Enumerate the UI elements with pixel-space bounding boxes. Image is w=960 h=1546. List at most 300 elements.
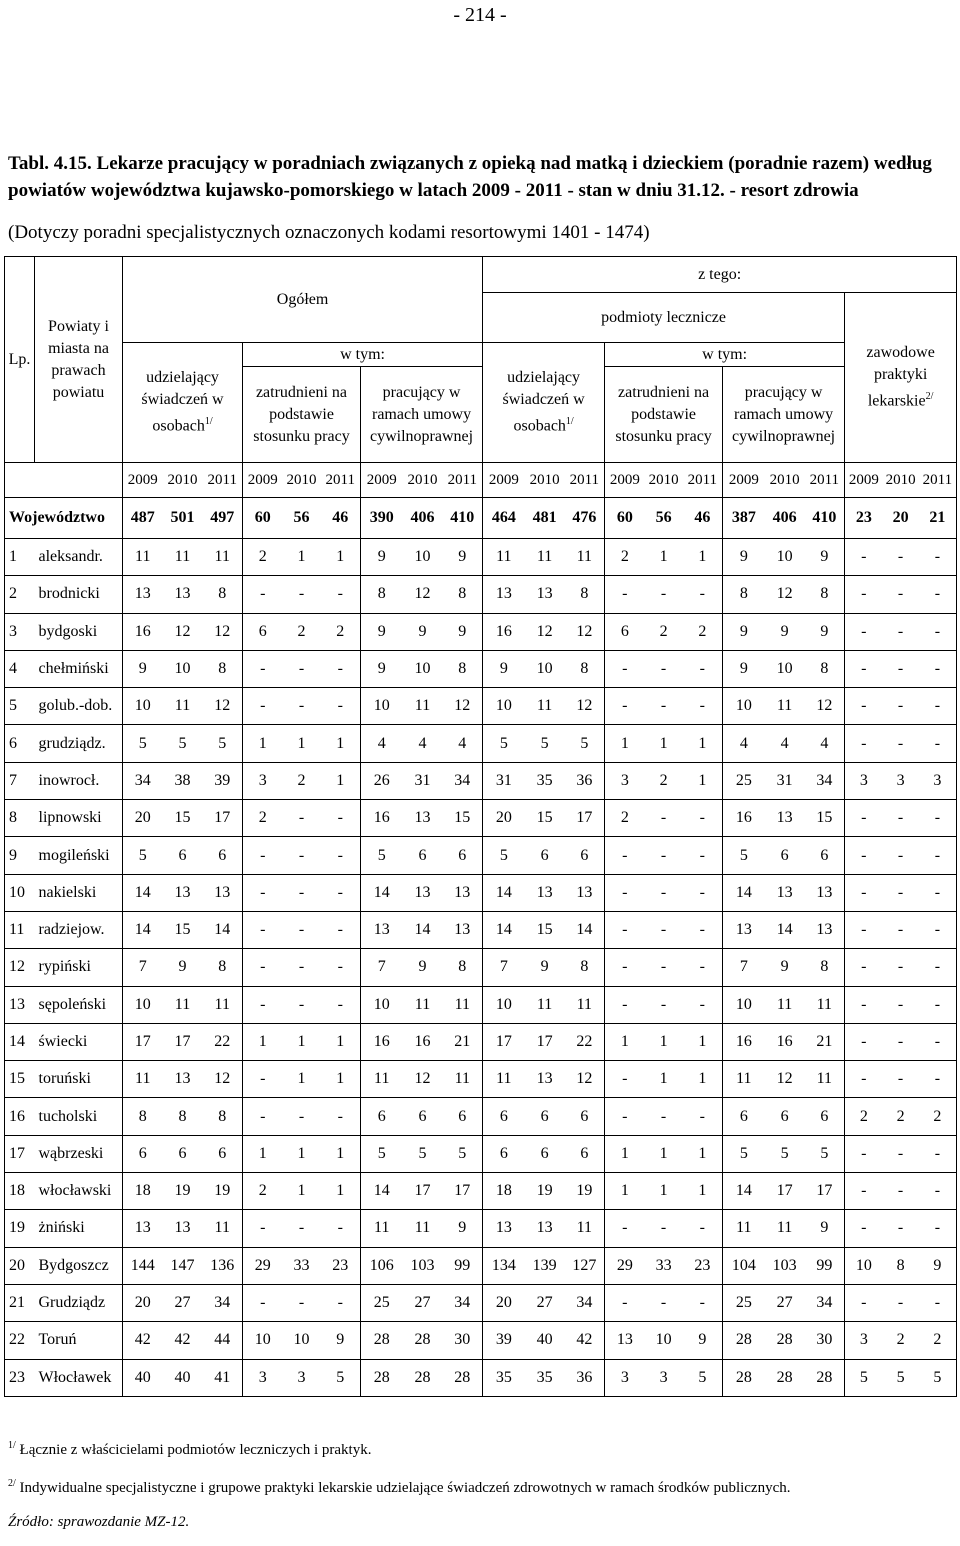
- table-cell: 12: [565, 688, 605, 725]
- footnote-1-text: Łącznie z właścicielami podmiotów leczniczych i praktyk.: [19, 1442, 372, 1458]
- table-cell: 2: [283, 613, 321, 650]
- table-cell: 9: [443, 613, 483, 650]
- table-cell: -: [645, 576, 683, 613]
- table-cell: 14: [361, 874, 403, 911]
- table-row: [5, 1061, 957, 1098]
- table-cell: 13: [163, 576, 203, 613]
- table-cell: 18: [483, 1173, 525, 1210]
- table-cell: -: [243, 874, 283, 911]
- header-zawodowe: [845, 293, 957, 463]
- table-cell: 9: [361, 613, 403, 650]
- table-cell: 23: [683, 1247, 723, 1284]
- table-cell: 34: [443, 1284, 483, 1321]
- table-cell: -: [605, 986, 645, 1023]
- table-cell: -: [283, 576, 321, 613]
- table-cell: 14: [483, 911, 525, 948]
- table-cell: 28: [765, 1322, 805, 1359]
- table-cell: 6: [605, 613, 645, 650]
- region-cell: 60: [243, 498, 283, 539]
- table-cell: 9: [765, 613, 805, 650]
- table-cell: 10: [243, 1322, 283, 1359]
- table-cell: 17: [123, 1023, 163, 1060]
- table-cell: -: [321, 650, 361, 687]
- year-header: 2009: [361, 463, 403, 498]
- table-cell: 9: [805, 613, 845, 650]
- table-cell: 27: [525, 1284, 565, 1321]
- table-cell: -: [283, 986, 321, 1023]
- table-cell: 41: [203, 1359, 243, 1396]
- year-header: 2011: [919, 463, 957, 498]
- table-cell: -: [605, 1098, 645, 1135]
- table-cell: 10: [403, 539, 443, 576]
- table-cell: 4: [403, 725, 443, 762]
- row-name: Bydgoszcz: [35, 1247, 123, 1284]
- table-cell: 13: [163, 874, 203, 911]
- table-cell: 2: [883, 1322, 919, 1359]
- table-cell: -: [919, 1023, 957, 1060]
- table-cell: 6: [805, 837, 845, 874]
- table-cell: 3: [243, 1359, 283, 1396]
- table-cell: -: [683, 1284, 723, 1321]
- header-w-tym-podmioty: w tym:: [605, 343, 845, 367]
- region-row: [5, 498, 957, 539]
- table-cell: -: [321, 986, 361, 1023]
- table-cell: 16: [403, 1023, 443, 1060]
- table-cell: 17: [765, 1173, 805, 1210]
- table-cell: 22: [203, 1023, 243, 1060]
- region-cell: 476: [565, 498, 605, 539]
- table-cell: -: [845, 800, 883, 837]
- table-cell: 1: [321, 1173, 361, 1210]
- year-row-blank: [5, 463, 123, 498]
- region-cell: 46: [321, 498, 361, 539]
- row-lp: 7: [5, 762, 35, 799]
- table-cell: -: [243, 1098, 283, 1135]
- table-cell: 11: [443, 986, 483, 1023]
- table-cell: 12: [525, 613, 565, 650]
- table-cell: 25: [361, 1284, 403, 1321]
- year-header: 2009: [605, 463, 645, 498]
- table-cell: 8: [361, 576, 403, 613]
- row-name: wąbrzeski: [35, 1135, 123, 1172]
- table-cell: 103: [403, 1247, 443, 1284]
- table-cell: -: [321, 874, 361, 911]
- table-cell: 9: [525, 949, 565, 986]
- table-cell: 15: [525, 911, 565, 948]
- table-cell: 17: [203, 800, 243, 837]
- table-cell: -: [321, 688, 361, 725]
- table-cell: 42: [565, 1322, 605, 1359]
- table-cell: 14: [765, 911, 805, 948]
- footnote-1-mark: 1/: [8, 1440, 16, 1451]
- table-cell: 33: [645, 1247, 683, 1284]
- region-cell: 56: [283, 498, 321, 539]
- table-cell: -: [883, 874, 919, 911]
- row-lp: 13: [5, 986, 35, 1023]
- table-cell: -: [683, 1210, 723, 1247]
- footnote-mark-1: 1/: [565, 416, 574, 428]
- region-cell: 46: [683, 498, 723, 539]
- table-cell: 2: [683, 613, 723, 650]
- year-header: 2011: [565, 463, 605, 498]
- table-cell: 6: [203, 837, 243, 874]
- footnote-2: [8, 1474, 791, 1498]
- table-cell: 9: [321, 1322, 361, 1359]
- table-cell: -: [919, 1210, 957, 1247]
- table-cell: 17: [403, 1173, 443, 1210]
- table-cell: 14: [203, 911, 243, 948]
- table-cell: 6: [163, 837, 203, 874]
- table-cell: 13: [723, 911, 765, 948]
- table-cell: 14: [403, 911, 443, 948]
- table-cell: 11: [361, 1061, 403, 1098]
- table-cell: -: [243, 576, 283, 613]
- header-zatrudnieni: zatrudnieni na podstawie stosunku pracy: [605, 367, 723, 463]
- row-name: brodnicki: [35, 576, 123, 613]
- table-cell: 8: [443, 576, 483, 613]
- table-cell: -: [243, 650, 283, 687]
- table-cell: 139: [525, 1247, 565, 1284]
- table-cell: 13: [483, 1210, 525, 1247]
- table-cell: 13: [525, 1210, 565, 1247]
- table-row: [5, 1023, 957, 1060]
- table-cell: 10: [163, 650, 203, 687]
- footnote-1: [8, 1436, 791, 1460]
- table-cell: 35: [525, 762, 565, 799]
- table-cell: 16: [723, 800, 765, 837]
- table-row: [5, 800, 957, 837]
- table-row: [5, 1322, 957, 1359]
- table-cell: -: [321, 1210, 361, 1247]
- table-cell: 1: [605, 1173, 645, 1210]
- table-cell: -: [845, 576, 883, 613]
- year-header: 2011: [443, 463, 483, 498]
- table-cell: 8: [203, 650, 243, 687]
- table-cell: 9: [723, 539, 765, 576]
- table-cell: 19: [203, 1173, 243, 1210]
- table-cell: 9: [361, 539, 403, 576]
- table-row: [5, 539, 957, 576]
- table-cell: -: [845, 725, 883, 762]
- region-cell: 387: [723, 498, 765, 539]
- table-cell: 22: [565, 1023, 605, 1060]
- table-cell: -: [883, 1173, 919, 1210]
- table-cell: -: [321, 911, 361, 948]
- table-cell: 11: [123, 539, 163, 576]
- table-cell: 104: [723, 1247, 765, 1284]
- table-cell: 16: [123, 613, 163, 650]
- table-cell: 12: [443, 688, 483, 725]
- table-cell: -: [283, 688, 321, 725]
- table-cell: 5: [443, 1135, 483, 1172]
- year-header: 2010: [765, 463, 805, 498]
- table-title: Tabl. 4.15. Lekarze pracujący w poradniach związanych z opieką nad matką i dzieckiem (poradnie razem) według powiatów województwa kujawsko-pomorskiego w latach 2009 - 2011 - stan w dniu 31.12. - resort zdrowia: [8, 153, 932, 201]
- table-cell: 9: [805, 1210, 845, 1247]
- table-row: [5, 837, 957, 874]
- row-name: nakielski: [35, 874, 123, 911]
- table-cell: 23: [321, 1247, 361, 1284]
- table-cell: 11: [525, 539, 565, 576]
- table-cell: 7: [483, 949, 525, 986]
- table-row: [5, 1247, 957, 1284]
- table-cell: 28: [403, 1322, 443, 1359]
- year-header: 2010: [403, 463, 443, 498]
- region-cell: 390: [361, 498, 403, 539]
- table-cell: 11: [525, 986, 565, 1023]
- year-header: 2009: [243, 463, 283, 498]
- table-cell: -: [883, 688, 919, 725]
- table-cell: -: [645, 650, 683, 687]
- table-cell: -: [645, 1098, 683, 1135]
- table-cell: 5: [683, 1359, 723, 1396]
- region-cell: 60: [605, 498, 645, 539]
- table-cell: -: [883, 837, 919, 874]
- table-cell: 35: [483, 1359, 525, 1396]
- table-cell: -: [243, 949, 283, 986]
- row-name: toruński: [35, 1061, 123, 1098]
- header-pracujacy: pracujący w ramach umowy cywilnoprawnej: [361, 367, 483, 463]
- header-lp: Lp.: [5, 257, 35, 463]
- region-cell: 21: [919, 498, 957, 539]
- table-cell: -: [683, 837, 723, 874]
- table-cell: 12: [203, 1061, 243, 1098]
- table-cell: 29: [243, 1247, 283, 1284]
- row-lp: 6: [5, 725, 35, 762]
- table-cell: 20: [483, 800, 525, 837]
- table-cell: 10: [525, 650, 565, 687]
- table-cell: 6: [361, 1098, 403, 1135]
- table-cell: 9: [765, 949, 805, 986]
- table-cell: 136: [203, 1247, 243, 1284]
- year-header: 2009: [723, 463, 765, 498]
- table-cell: 134: [483, 1247, 525, 1284]
- table-cell: -: [321, 1098, 361, 1135]
- table-cell: 9: [723, 650, 765, 687]
- table-row: [5, 613, 957, 650]
- table-cell: 13: [403, 800, 443, 837]
- row-name: włocławski: [35, 1173, 123, 1210]
- table-cell: 8: [805, 576, 845, 613]
- table-cell: 10: [123, 986, 163, 1023]
- table-cell: 9: [361, 650, 403, 687]
- table-cell: 1: [683, 1135, 723, 1172]
- table-cell: 9: [805, 539, 845, 576]
- year-header: 2011: [203, 463, 243, 498]
- footnote-mark-2: 2/: [925, 391, 934, 403]
- table-cell: 13: [805, 911, 845, 948]
- region-cell: 487: [123, 498, 163, 539]
- table-cell: 5: [525, 725, 565, 762]
- table-cell: 5: [919, 1359, 957, 1396]
- table-cell: 15: [443, 800, 483, 837]
- table-cell: 1: [645, 1173, 683, 1210]
- table-cell: 5: [483, 725, 525, 762]
- header-powiaty: Powiaty i miasta na prawach powiatu: [35, 257, 123, 463]
- table-cell: -: [845, 1284, 883, 1321]
- table-cell: -: [283, 650, 321, 687]
- table-cell: 10: [283, 1322, 321, 1359]
- year-header: 2011: [805, 463, 845, 498]
- table-cell: 34: [565, 1284, 605, 1321]
- table-cell: 13: [525, 874, 565, 911]
- table-row: [5, 725, 957, 762]
- table-cell: -: [919, 800, 957, 837]
- table-cell: 2: [243, 800, 283, 837]
- table-cell: 5: [403, 1135, 443, 1172]
- table-cell: -: [605, 911, 645, 948]
- table-cell: 6: [203, 1135, 243, 1172]
- row-lp: 23: [5, 1359, 35, 1396]
- table-cell: 8: [203, 1098, 243, 1135]
- table-cell: -: [283, 837, 321, 874]
- table-cell: -: [243, 1061, 283, 1098]
- region-cell: 501: [163, 498, 203, 539]
- table-cell: 12: [565, 613, 605, 650]
- table-cell: 1: [645, 539, 683, 576]
- table-cell: -: [605, 576, 645, 613]
- table-cell: 40: [123, 1359, 163, 1396]
- table-cell: 12: [403, 576, 443, 613]
- table-cell: 31: [483, 762, 525, 799]
- table-cell: 39: [203, 762, 243, 799]
- table-cell: 1: [645, 1135, 683, 1172]
- table-cell: -: [883, 725, 919, 762]
- table-cell: -: [919, 837, 957, 874]
- table-cell: 4: [723, 725, 765, 762]
- table-cell: 12: [163, 613, 203, 650]
- table-cell: 3: [605, 1359, 645, 1396]
- table-row: [5, 688, 957, 725]
- table-cell: 1: [683, 762, 723, 799]
- table-cell: 2: [283, 762, 321, 799]
- table-cell: -: [919, 1284, 957, 1321]
- table-cell: 13: [443, 911, 483, 948]
- table-cell: 31: [403, 762, 443, 799]
- table-cell: 10: [765, 650, 805, 687]
- table-cell: -: [845, 874, 883, 911]
- table-cell: 1: [645, 1023, 683, 1060]
- table-cell: 13: [483, 576, 525, 613]
- table-row: [5, 874, 957, 911]
- table-cell: 2: [645, 613, 683, 650]
- table-cell: 5: [805, 1135, 845, 1172]
- table-cell: 27: [765, 1284, 805, 1321]
- table-cell: -: [321, 837, 361, 874]
- table-cell: -: [845, 1210, 883, 1247]
- region-cell: 56: [645, 498, 683, 539]
- table-cell: 7: [723, 949, 765, 986]
- header-podmioty: podmioty lecznicze: [483, 293, 845, 343]
- table-cell: 28: [361, 1359, 403, 1396]
- table-cell: 6: [403, 837, 443, 874]
- table-cell: -: [919, 539, 957, 576]
- table-cell: 2: [243, 539, 283, 576]
- table-cell: 6: [565, 1135, 605, 1172]
- table-cell: -: [845, 911, 883, 948]
- row-name: grudziądz.: [35, 725, 123, 762]
- table-row: [5, 949, 957, 986]
- year-header: 2010: [883, 463, 919, 498]
- table-cell: 1: [605, 725, 645, 762]
- header-zawodowe-label: zawodowe praktyki lekarskie: [866, 344, 935, 410]
- table-cell: 4: [805, 725, 845, 762]
- row-lp: 14: [5, 1023, 35, 1060]
- table-cell: -: [605, 837, 645, 874]
- table-cell: -: [321, 800, 361, 837]
- table-cell: -: [919, 576, 957, 613]
- table-cell: 36: [565, 762, 605, 799]
- table-cell: -: [845, 949, 883, 986]
- footnote-mark-1: 1/: [204, 416, 213, 428]
- table-cell: -: [283, 949, 321, 986]
- table-cell: 4: [765, 725, 805, 762]
- table-cell: 14: [565, 911, 605, 948]
- table-cell: 28: [765, 1359, 805, 1396]
- table-cell: 3: [845, 1322, 883, 1359]
- table-cell: 11: [525, 688, 565, 725]
- table-cell: 5: [483, 837, 525, 874]
- table-cell: 147: [163, 1247, 203, 1284]
- table-cell: 5: [163, 725, 203, 762]
- table-cell: 8: [443, 650, 483, 687]
- table-cell: 14: [123, 911, 163, 948]
- year-row: [5, 463, 957, 498]
- table-cell: 11: [565, 1210, 605, 1247]
- footnote-2-text: Indywidualne specjalistyczne i grupowe praktyki lekarskie udzielające świadczeń zdrowotnych w ramach środków publicznych.: [19, 1480, 791, 1496]
- table-cell: 2: [845, 1098, 883, 1135]
- table-cell: 17: [163, 1023, 203, 1060]
- region-cell: 497: [203, 498, 243, 539]
- table-cell: 15: [163, 800, 203, 837]
- header-pracujacy: pracujący w ramach umowy cywilnoprawnej: [723, 367, 845, 463]
- table-cell: 13: [163, 1061, 203, 1098]
- year-header: 2011: [321, 463, 361, 498]
- table-cell: 39: [483, 1322, 525, 1359]
- table-cell: -: [919, 1135, 957, 1172]
- table-cell: 1: [283, 1135, 321, 1172]
- row-lp: 11: [5, 911, 35, 948]
- table-cell: -: [845, 688, 883, 725]
- table-cell: 28: [403, 1359, 443, 1396]
- data-table: [4, 256, 957, 1397]
- table-cell: 5: [123, 725, 163, 762]
- table-cell: 8: [203, 949, 243, 986]
- table-cell: 1: [683, 725, 723, 762]
- row-lp: 10: [5, 874, 35, 911]
- table-cell: 11: [203, 539, 243, 576]
- table-cell: 9: [403, 949, 443, 986]
- table-cell: 8: [805, 650, 845, 687]
- region-cell: 406: [765, 498, 805, 539]
- table-cell: 13: [403, 874, 443, 911]
- table-cell: 103: [765, 1247, 805, 1284]
- table-cell: -: [321, 949, 361, 986]
- table-cell: -: [645, 911, 683, 948]
- table-cell: -: [645, 986, 683, 1023]
- table-cell: 5: [723, 1135, 765, 1172]
- table-cell: 1: [321, 762, 361, 799]
- table-cell: -: [919, 1061, 957, 1098]
- table-cell: 6: [565, 837, 605, 874]
- table-cell: 11: [203, 1210, 243, 1247]
- table-cell: 36: [565, 1359, 605, 1396]
- table-cell: -: [243, 837, 283, 874]
- table-cell: 11: [361, 1210, 403, 1247]
- row-lp: 16: [5, 1098, 35, 1135]
- table-cell: 9: [443, 1210, 483, 1247]
- table-cell: 9: [123, 650, 163, 687]
- table-cell: 33: [283, 1247, 321, 1284]
